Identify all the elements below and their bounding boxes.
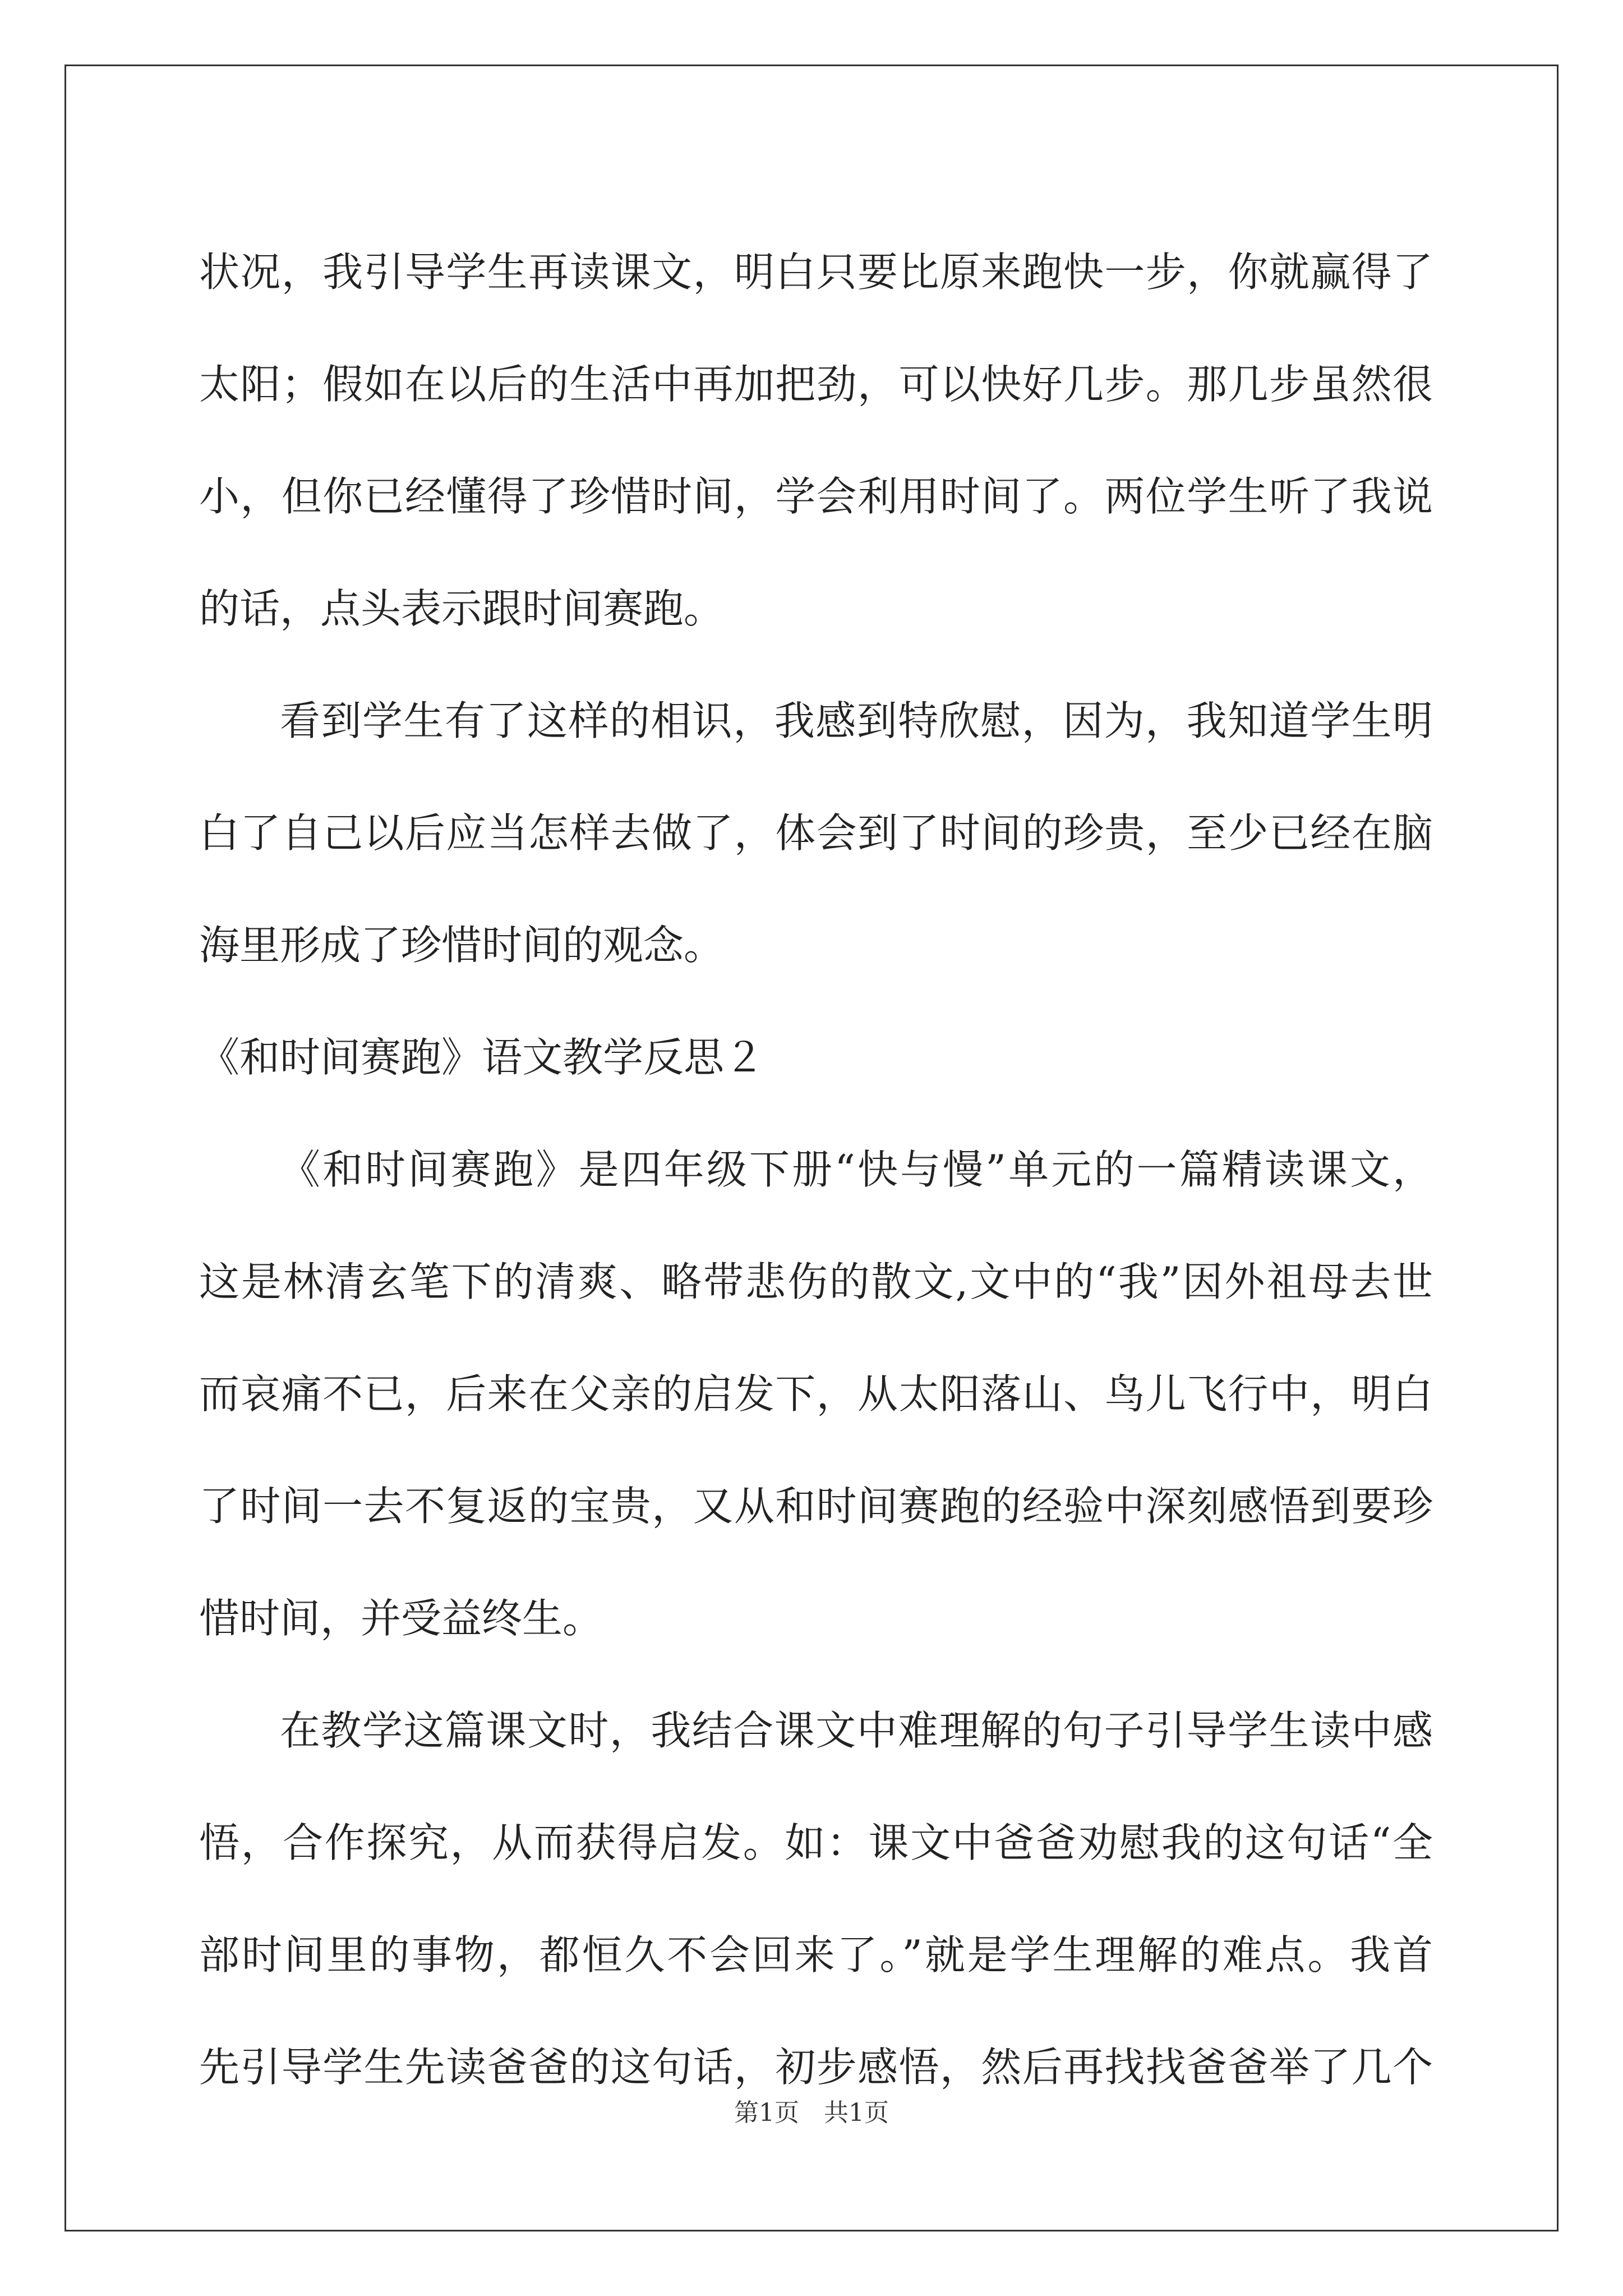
text-line: 太阳；假如在以后的生活中再加把劲，可以快好几步。那几步虽然很: [199, 361, 1433, 408]
text-line: 小，但你已经懂得了珍惜时间，学会利用时间了。两位学生听了我说: [199, 473, 1433, 520]
text-line: 状况，我引导学生再读课文，明白只要比原来跑快一步，你就赢得了: [199, 249, 1433, 296]
text-line: 在教学这篇课文时，我结合课文中难理解的句子引导学生读中感: [280, 1707, 1433, 1754]
page-footer: [0, 2092, 1623, 2128]
text-line: 《和时间赛跑》是四年级下册“快与慢”单元的一篇精读课文，: [280, 1146, 1433, 1193]
text-line: 这是林清玄笔下的清爽、略带悲伤的散文,文中的“我”因外祖母去世: [199, 1258, 1433, 1305]
page-number: 第1页: [734, 2099, 799, 2127]
text-line: 而哀痛不已，后来在父亲的启发下，从太阳落山、鸟儿飞行中，明白: [199, 1370, 1433, 1418]
text-line: 看到学生有了这样的相识，我感到特欣慰，因为，我知道学生明: [280, 697, 1433, 744]
page-total: 共1页: [824, 2099, 889, 2127]
text-line: 了时间一去不复返的宝贵，又从和时间赛跑的经验中深刻感悟到要珍: [199, 1483, 1433, 1530]
text-line: 先引导学生先读爸爸的这句话，初步感悟，然后再找找爸爸举了几个: [199, 2044, 1433, 2091]
document-body: [199, 216, 1433, 2123]
text-line: 的话，点头表示跟时间赛跑。: [199, 585, 725, 632]
text-line: 悟，合作探究，从而获得启发。如：课文中爸爸劝慰我的这句话“全: [199, 1819, 1433, 1866]
text-line: 部时间里的事物，都恒久不会回来了。”就是学生理解的难点。我首: [199, 1931, 1433, 1978]
section-title: 《和时间赛跑》语文教学反思２: [199, 1034, 765, 1081]
text-line: 惜时间，并受益终生。: [199, 1595, 603, 1642]
text-line: 海里形成了珍惜时间的观念。: [199, 922, 725, 969]
text-line: 白了自己以后应当怎样去做了，体会到了时间的珍贵，至少已经在脑: [199, 809, 1433, 857]
